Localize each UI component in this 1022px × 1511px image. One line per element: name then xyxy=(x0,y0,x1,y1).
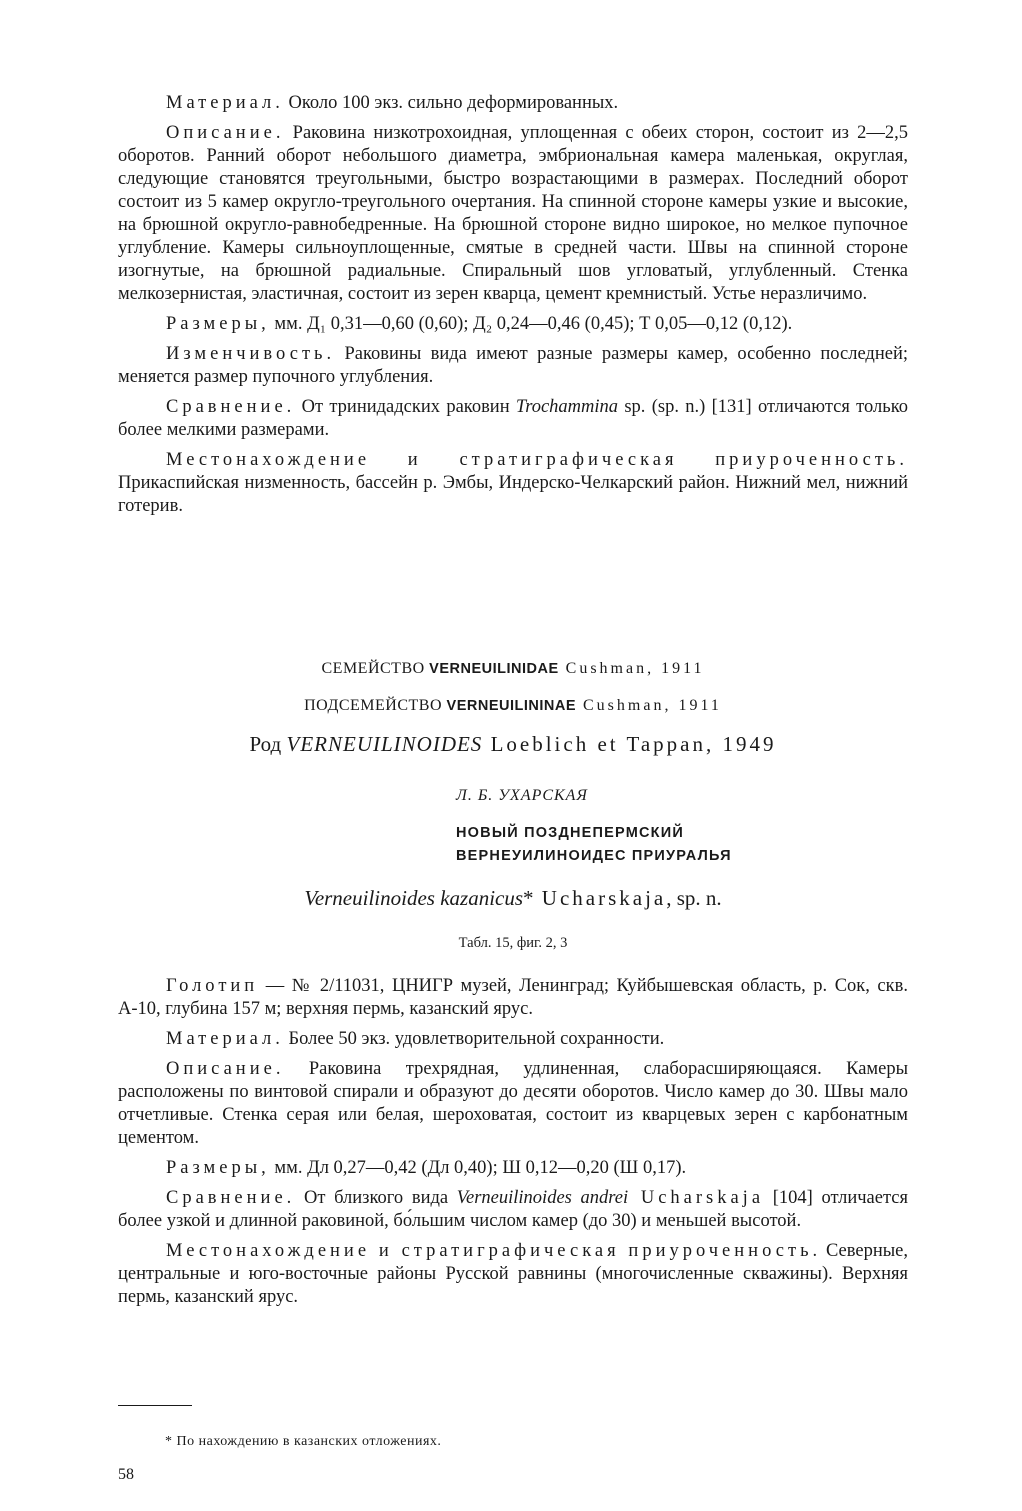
description-paragraph: Описание. Раковина низкотрохоидная, уплощенная с обеих сторон, состоит из 2—2,5 оборотов. Ранний оборот небольшого диаметра, эмбриональная камера маленькая, округлая, следующие становятся треугольными, быстро возрастающими в размерах. Последний оборот состоит из 5 камер округло-треугольного очертания. На спинной стороне камеры узкие и высокие, на брюшной округло-равнобедренные. На брюшной стороне видно широкое, но мелкое пупочное углубление. Камеры сильноуплощенные, смятые в средней части. Швы на спинной стороне изогнутые, на брюшной радиальные. Спиральный шов угловатый, углубленный. Стенка мелкозернистая, эластичная, состоит из зерен кварца, цемент кремнистый. Устье неразличимо. xyxy=(118,123,908,304)
material-paragraph: Материал. Около 100 экз. сильно деформированных. xyxy=(166,93,619,113)
variability-paragraph: Изменчивость. Раковины вида имеют разные размеры камер, особенно последней; меняется размер пупочного углубления. xyxy=(118,344,908,387)
species-heading: Verneuilinoides kazanicus* Ucharskaja, sp. n. xyxy=(304,886,722,910)
locality-paragraph: Местонахождение и стратиграфическая приуроченность. Прикаспийская низменность, бассейн р. Эмбы, Индерско-Челкарский район. Нижний мел, нижний готерив. xyxy=(118,450,908,516)
comparison-paragraph: Сравнение. От тринидадских раковин Trochammina sp. (sp. n.) [131] отличаются только более мелкими размерами. xyxy=(118,397,908,440)
comparison-paragraph: Сравнение. От близкого вида Verneuilinoides andrei Ucharskaja [104] отличается более узкой и длинной раковиной, бо́льшим числом камер (до 30) и меньшей высотой. xyxy=(118,1188,908,1231)
genus-heading: Род VERNEUILINOIDES Loeblich et Tappan, 1949 xyxy=(249,732,777,756)
new-species-description xyxy=(118,975,908,1316)
plate-reference: Табл. 15, фиг. 2, 3 xyxy=(458,935,568,951)
page-number: 58 xyxy=(118,1466,134,1483)
locality-paragraph: Местонахождение и стратиграфическая приуроченность. Северные, центральные и юго-восточные районы Русской равнины (многочисленные скважины). Верхняя пермь, казанский ярус. xyxy=(118,1241,909,1307)
dimensions-paragraph: Размеры, мм. Д₁ 0,31—0,60 (0,60); Д₂ 0,24—0,46 (0,45); Т 0,05—0,12 (0,12). xyxy=(166,314,793,334)
family-heading: СЕМЕЙСТВО VERNEUILINIDAE Cushman, 1911 xyxy=(321,660,705,677)
footnote: * По нахождению в казанских отложениях. xyxy=(165,1434,442,1449)
dimensions-paragraph: Размеры, мм. Дл 0,27—0,42 (Дл 0,40); Ш 0,12—0,20 (Ш 0,17). xyxy=(166,1158,687,1178)
upper-species-description xyxy=(118,92,908,525)
footnote-divider xyxy=(118,1405,192,1406)
article-title: НОВЫЙ ПОЗДНЕПЕРМСКИЙ ВЕРНЕУИЛИНОИДЕС ПРИУРАЛЬЯ xyxy=(456,825,732,864)
material-paragraph: Материал. Более 50 экз. удовлетворительной сохранности. xyxy=(166,1029,665,1049)
subfamily-heading: ПОДСЕМЕЙСТВО VERNEUILININAE Cushman, 1911 xyxy=(304,697,722,714)
article-author: Л. Б. УХАРСКАЯ xyxy=(456,787,588,804)
holotype-paragraph: Голотип — № 2/11031, ЦНИГР музей, Ленинград; Куйбышевская область, р. Сок, скв. А-10, глубина 157 м; верхняя пермь, казанский ярус. xyxy=(118,976,908,1019)
description-paragraph: Описание. Раковина трехрядная, удлиненная, слаборасширяющаяся. Камеры расположены по винтовой спирали и образуют до десяти оборотов. Число камер до 30. Швы мало отчетливые. Стенка серая или белая, шероховатая, состоит из кварцевых зерен с карбонатным цементом. xyxy=(118,1059,908,1148)
